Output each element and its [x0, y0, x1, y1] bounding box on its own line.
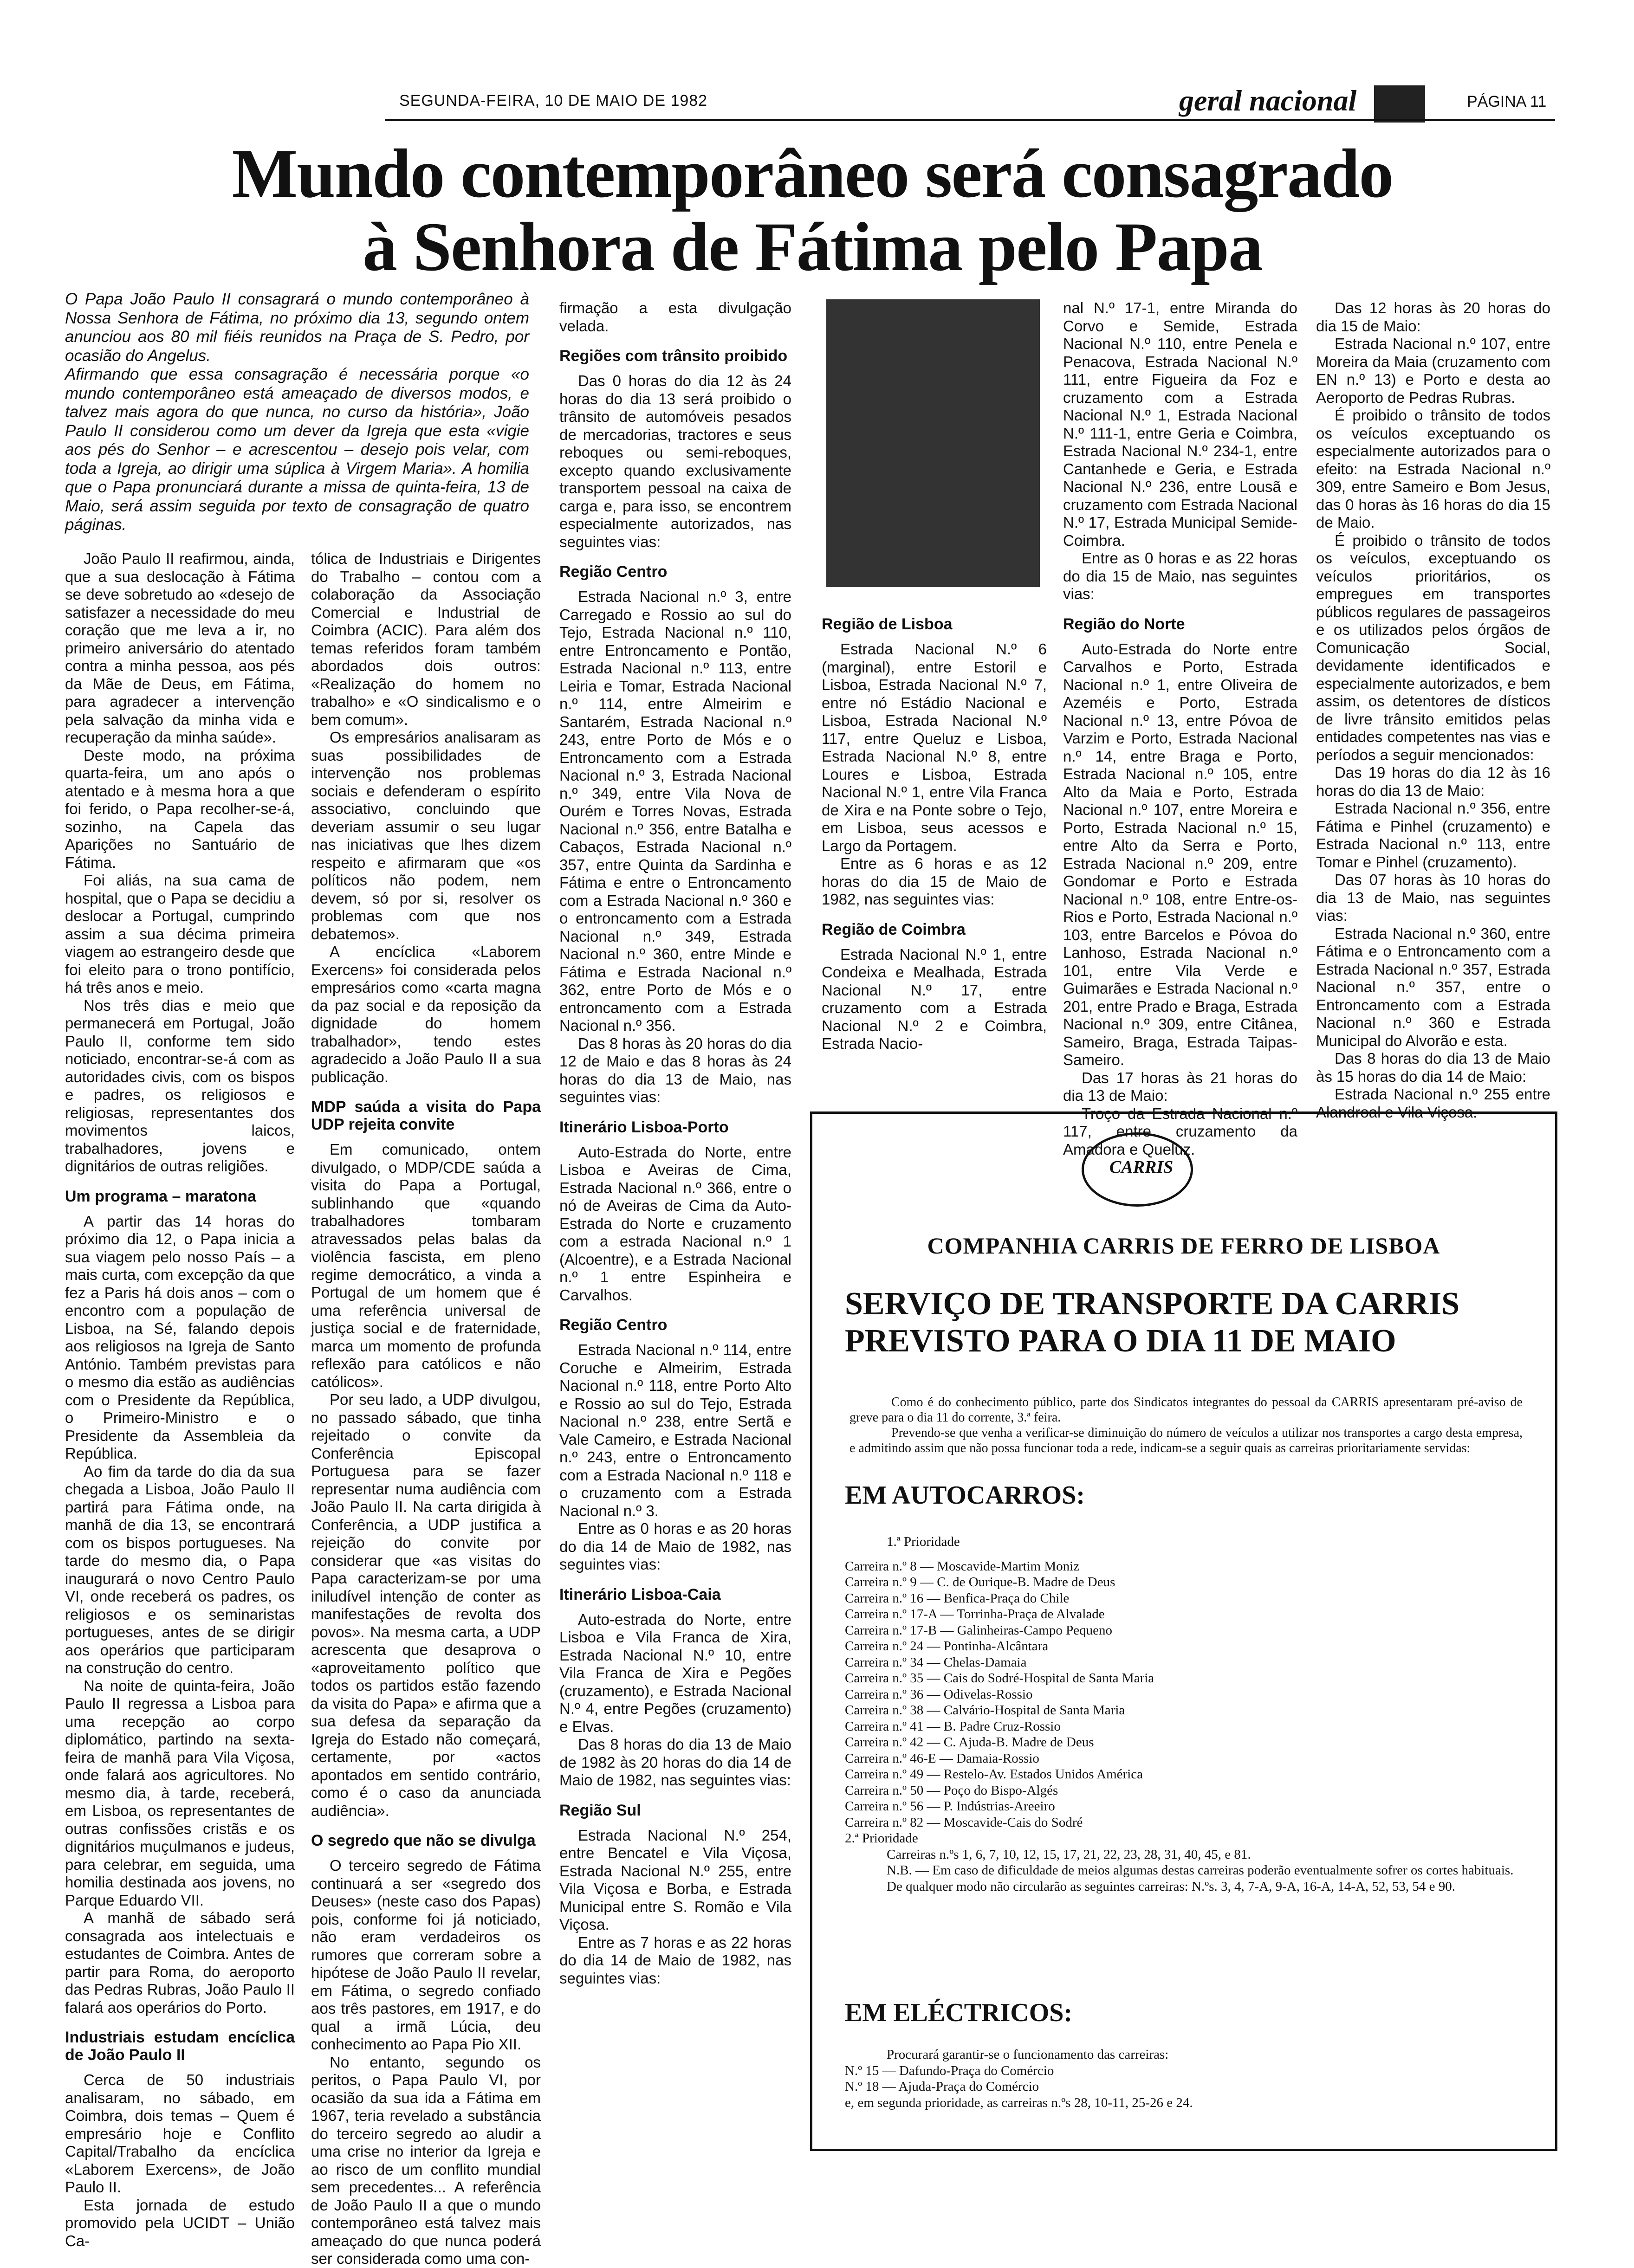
subheading: Um programa – maratona — [65, 1187, 256, 1205]
paragraph: Deste modo, na próxima quarta-feira, um ano após o atentado e à mesma hora a que foi ferido, o Papa recolher-se-á, sozinho, na Capela das Aparições no Santuário de Fátima. — [65, 746, 295, 871]
issue-date: SEGUNDA-FEIRA, 10 DE MAIO DE 1982 — [399, 92, 708, 110]
lead-text-1: O Papa João Paulo II consagrará o mundo contemporâneo à Nossa Senhora de Fátima, no próximo dia 13, segundo ontem anunciou aos 80 mil fiéis reunidos na Praça de S. Pedro, por ocasião do Angelus. — [65, 290, 529, 365]
paragraph: Auto-Estrada do Norte entre Carvalhos e Porto, Estrada Nacional n.º 1, entre Oliveira de Azeméis e Porto, Estrada Nacional n.º 13, entre Póvoa de Varzim e Porto, Estrada Nacional n.º 14, entre Braga e Porto, Estrada Nacional n.º 105, entre Alto da Maia e Porto, Estrada Nacional n.º 107, entre Moreira e Porto, Estrada Nacional n.º 15, entre Alto da Serra e Porto, Estrada Nacional n.º 209, entre Gondomar e Porto e Estrada Nacional n.º 108, entre Entre-os-Rios e Porto, Estrada Nacional n.º 103, entre Barcelos e Póvoa do Lanhoso, Estrada Nacional n.º 101, entre Vila Verde e Guimarães e Estrada Nacional n.º 201, entre Prado e Braga, Estrada Nacional n.º 309, entre Citânea, Sameiro, Braga, Estrada Taipas-Sameiro. — [1063, 640, 1297, 1068]
route-item: Carreira n.º 36 — Odivelas-Rossio — [845, 1686, 1033, 1702]
lead-paragraph — [65, 290, 529, 535]
carris-logo-text: CARRIS — [1109, 1157, 1174, 1177]
paragraph: firmação a esta divulgação velada. — [559, 299, 791, 335]
headline-line-1: Mundo contemporâneo será consagrado — [232, 135, 1393, 212]
article-column-6 — [1316, 299, 1550, 1121]
paragraph: A encíclica «Laborem Exercens» foi considerada pelos empresários como «carta magna da paz social e da reposição da dignidade do homem trabalhador», tendo estes agradecido a João Paulo II a sua publicação. — [311, 943, 541, 1086]
header-rule — [385, 119, 1555, 121]
route-item: Carreira n.º 35 — Cais do Sodré-Hospital de Santa Maria — [845, 1671, 1154, 1686]
article-column-5 — [1063, 299, 1297, 1158]
subheading: Itinerário Lisboa-Caia — [559, 1585, 721, 1603]
paragraph: João Paulo II reafirmou, ainda, que a sua deslocação à Fátima se deve sobretudo ao «desejo de satisfazer a necessidade do meu coração que me leva a ir, no primeiro aniversário do atentado contra a minha pessoa, aos pés da Mãe de Deus, em Fátima, para agradecer a intervenção pela salvação da minha vida e recuperação da minha saúde». — [65, 550, 295, 746]
paragraph: Na noite de quinta-feira, João Paulo II regressa a Lisboa para uma recepção ao corpo diplomático, partindo na sexta-feira de manhã para Vila Viçosa, onde falará aos agricultores. No mesmo dia, à tarde, receberá, em Lisboa, os representantes de outras confissões cristãs e os dignitários muçulmanos e judeus, para celebrar, em seguida, uma homilia destinada aos jovens, no Parque Eduardo VII. — [65, 1677, 295, 1909]
route-item: Carreira n.º 82 — Moscavide-Cais do Sodré — [845, 1815, 1083, 1830]
route-item: Carreira n.º 34 — Chelas-Damaia — [845, 1654, 1027, 1670]
headline-line-2: à Senhora de Fátima pelo Papa — [363, 208, 1262, 285]
paragraph: Das 19 horas do dia 12 às 16 horas do dia 13 de Maio: — [1316, 764, 1550, 799]
ad-title-line-1: SERVIÇO DE TRANSPORTE DA CARRIS — [845, 1286, 1460, 1322]
paragraph: Entre as 6 horas e as 12 horas do dia 15 de Maio de 1982, nas seguintes vias: — [822, 855, 1047, 908]
paragraph: A partir das 14 horas do próximo dia 12, o Papa inicia a sua viagem pelo nosso País – a mais curta, com excepção da que fez a Paris há dois anos – com o encontro com a população de Lisboa, na Sé, falando depois aos religiosos na Igreja de Santo António. Também previstas para o mesmo dia estão as audiências com o Presidente da República, o Primeiro-Ministro e o Presidente da Assembleia da República. — [65, 1212, 295, 1462]
electricos-intro: Procurará garantir-se o funcionamento das carreiras: — [887, 2047, 1169, 2062]
paragraph: Estrada Nacional N.º 254, entre Bencatel e Vila Viçosa, Estrada Nacional N.º 255, entre Vila Viçosa e Borba, e Estrada Municipal entre S. Romão e Vila Viçosa. — [559, 1826, 791, 1933]
paragraph: Entre as 7 horas e as 22 horas do dia 14 de Maio de 1982, nas seguintes vias: — [559, 1933, 791, 1987]
news-photo — [826, 299, 1040, 587]
autocarros-list — [845, 1534, 1523, 1894]
route-item: Carreira n.º 49 — Restelo-Av. Estados Unidos América — [845, 1767, 1143, 1782]
section-logo-icon — [1374, 85, 1425, 123]
paragraph: Das 8 horas do dia 13 de Maio às 15 horas do dia 14 de Maio: — [1316, 1050, 1550, 1085]
subheading: Região de Coimbra — [822, 920, 966, 938]
paragraph: Auto-Estrada do Norte, entre Lisboa e Aveiras de Cima, Estrada Nacional n.º 366, entre o nó de Aveiras de Cima da Auto-Estrada do Norte e cruzamento com a estrada Nacional n.º 1 (Alcoentre), e a Estrada Nacional n.º 1 entre Espinheira e Carvalhos. — [559, 1143, 791, 1304]
paragraph: Esta jornada de estudo promovido pela UCIDT – União Ca- — [65, 2196, 295, 2249]
tram-route-item: N.º 18 — Ajuda-Praça do Comércio — [845, 2079, 1039, 2094]
carris-advertisement — [810, 1111, 1557, 2151]
paragraph: Cerca de 50 industriais analisaram, no sábado, em Coimbra, dois temas – Quem é empresário hoje e Conflito Capital/Trabalho da encíclica «Laborem Exercens», de João Paulo II. — [65, 2071, 295, 2196]
paragraph: Das 8 horas do dia 13 de Maio de 1982 às 20 horas do dia 14 de Maio de 1982, nas seguintes vias: — [559, 1736, 791, 1789]
paragraph: Das 07 horas às 10 horas do dia 13 de Maio, nas seguintes vias: — [1316, 871, 1550, 924]
nb-note: N.B. — Em caso de dificuldade de meios algumas destas carreiras poderão eventualmente sofrer os cortes habituais. De qualquer modo não circularão as seguintes carreiras: N.ºs. 3, 4, 7-A, 9-A, 16-A, 14-A, 52, 53, 54 e 90. — [887, 1863, 1514, 1894]
route-item: Carreira n.º 46-E — Damaia-Rossio — [845, 1751, 1039, 1766]
subheading: O segredo que não se divulga — [311, 1832, 536, 1849]
paragraph: Das 8 horas às 20 horas do dia 12 de Maio e das 8 horas às 24 horas do dia 13 de Maio, nas seguintes vias: — [559, 1034, 791, 1105]
subheading: Regiões com trânsito proibido — [559, 347, 788, 365]
subheading: Região do Norte — [1063, 615, 1185, 633]
ad-intro — [849, 1395, 1523, 1456]
article-column-1 — [65, 550, 295, 2250]
paragraph: Entre as 0 horas e as 20 horas do dia 14 de Maio de 1982, nas seguintes vias: — [559, 1520, 791, 1573]
paragraph: Das 0 horas do dia 12 às 24 horas do dia 13 será proibido o trânsito de automóveis pesados de mercadorias, tractores e seus reboques ou semi-reboques, excepto quando exclusivamente transportem pessoal na caixa de carga e, para isso, se encontrem especialmente autorizados, nas seguintes vias: — [559, 372, 791, 550]
subheading: Região Centro — [559, 1316, 668, 1334]
ad-intro-text-1: Como é do conhecimento público, parte dos Sindicatos integrantes do pessoal da CARRIS apresentaram pré-aviso de greve para o dia 11 do corrente, 3.ª feira. — [849, 1395, 1523, 1425]
paragraph: Das 12 horas às 20 horas do dia 15 de Maio: — [1316, 299, 1550, 335]
paragraph: Estrada Nacional n.º 360, entre Fátima e o Entroncamento com a Estrada Nacional n.º 357, Estrada Nacional n.º 357, entre o Entroncamento com a Estrada Nacional n.º 360 e Estrada Municipal do Alvorão e esta. — [1316, 924, 1550, 1049]
ad-title-line-2: PREVISTO PARA O DIA 11 DE MAIO — [845, 1323, 1396, 1359]
page-number: PÁGINA 11 — [1467, 93, 1547, 110]
autocarros-heading: EM AUTOCARROS: — [845, 1481, 1085, 1510]
paragraph: Estrada Nacional n.º 107, entre Moreira da Maia (cruzamento com EN n.º 13) e Porto e desta ao Aeroporto de Pedras Rubras. — [1316, 335, 1550, 406]
paragraph: Os empresários analisaram as suas possibilidades de intervenção nos problemas sociais e defenderam o espírito associativo, concluindo que deveriam assumir o seu lugar nas iniciativas que lhes dizem respeito e afirmaram que «os políticos não podem, nem devem, só por si, resolver os problemas com que nos debatemos». — [311, 729, 541, 943]
route-item: Carreira n.º 50 — Poço do Bispo-Algés — [845, 1783, 1058, 1798]
headline — [139, 137, 1485, 284]
paragraph: Entre as 0 horas e as 22 horas do dia 15 de Maio, nas seguintes vias: — [1063, 549, 1297, 602]
subheading: Região Centro — [559, 563, 668, 581]
paragraph: Estrada Nacional N.º 6 (marginal), entre Estoril e Lisboa, Estrada Nacional N.º 7, entre nó Estádio Nacional e Lisboa, Estrada Nacional N.º 117, entre Queluz e Lisboa, Estrada Nacional N.º 8, entre Loures e Lisboa, Estrada Nacional N.º 1, entre Vila Franca de Xira e na Ponte sobre o Tejo, em Lisboa, seus acessos e Largo da Portagem. — [822, 640, 1047, 854]
paragraph: Troço da Estrada Nacional n.º 117, entre cruzamento da Amadora e Queluz. — [1063, 1105, 1297, 1158]
paragraph: Estrada Nacional n.º 356, entre Fátima e Pinhel (cruzamento) e Estrada Nacional n.º 113, entre Tomar e Pinhel (cruzamento). — [1316, 800, 1550, 871]
paragraph: Auto-estrada do Norte, entre Lisboa e Vila Franca de Xira, Estrada Nacional N.º 10, entre Vila Franca de Xira e Pegões (cruzamento), e Estrada Nacional N.º 4, entre Pegões (cruzamento) e Elvas. — [559, 1610, 791, 1735]
paragraph: O terceiro segredo de Fátima continuará a ser «segredo dos Deuses» (neste caso dos Papas) pois, conforme foi já noticiado, não eram verdadeiros os rumores que correram sobre a hipótese de João Paulo II revelar, em Fátima, o segredo confiado aos três pastores, em 1917, e do qual a irmã Lúcia, deu conhecimento ao Papa Pio XII. — [311, 1857, 541, 2053]
paragraph: Por seu lado, a UDP divulgou, no passado sábado, que tinha rejeitado o convite da Conferência Episcopal Portuguesa para se fazer representar numa audiência com João Paulo II. Na carta dirigida à Conferência, a UDP justifica a rejeição do convite por considerar que «as visitas do Papa caracterizam-se por uma iniludível intenção de conter as manifestações de revolta dos povos». Na mesma carta, a UDP acrescenta que desaprova o «aproveitamento político que todos os partidos estão fazendo da visita do Papa» e afirma que a sua defesa da separação da Igreja do Estado não começará, certamente, por «actos apontados em sentido contrário, como é o caso da anunciada audiência». — [311, 1391, 541, 1819]
route-item: Carreira n.º 38 — Calvário-Hospital de Santa Maria — [845, 1703, 1125, 1718]
carris-logo-icon — [1082, 1132, 1193, 1207]
lead-text-2: Afirmando que essa consagração é necessária porque «o mundo contemporâneo está ameaçado de diversos modos, e talvez mais agora do que nunca, no curso da história», João Paulo II considerou como um dever da Igreja que esta «vigie aos pés do Senhor – e acrescentou – desejo pois velar, com toda a Igreja, ao dirigir uma súplica à Virgem Maria». A homilia que o Papa pronunciará durante a missa de quinta-feira, 13 de Maio, será assim seguida por texto de consagração de quatro páginas. — [65, 365, 529, 534]
electricos-outro: e, em segunda prioridade, as carreiras n.ºs 28, 10-11, 25-26 e 24. — [845, 2095, 1193, 2110]
paragraph: Estrada Nacional N.º 1, entre Condeixa e Mealhada, Estrada Nacional N.º 17, entre cruzamento com a Estrada Nacional N.º 2 e Coimbra, Estrada Nacio- — [822, 945, 1047, 1052]
route-item: Carreira n.º 24 — Pontinha-Alcântara — [845, 1639, 1049, 1654]
route-item: Carreira n.º 42 — C. Ajuda-B. Madre de Deus — [845, 1735, 1094, 1750]
paragraph: É proibido o trânsito de todos os veículos exceptuando os especialmente autorizados para o efeito: na Estrada Nacional n.º 309, entre Sameiro e Bom Jesus, das 0 horas às 16 horas do dia 15 de Maio. — [1316, 407, 1550, 531]
article-column-3 — [559, 299, 791, 1987]
paragraph: No entanto, segundo os peritos, o Papa Paulo VI, por ocasião da sua ida a Fátima em 1967, teria revelado a substância do terceiro segredo ao aludir a uma crise no interior da Igreja e ao risco de um conflito mundial sem precedentes... A referência de João Paulo II a que o mundo contemporâneo está talvez mais ameaçado do que nunca poderá ser considerada como uma con- — [311, 2053, 541, 2267]
ad-company-name: COMPANHIA CARRIS DE FERRO DE LISBOA — [927, 1233, 1440, 1259]
route-item: Carreira n.º 17-A — Torrinha-Praça de Alvalade — [845, 1607, 1105, 1622]
tram-route-item: N.º 15 — Dafundo-Praça do Comércio — [845, 2063, 1054, 2078]
route-item: Carreira n.º 56 — P. Indústrias-Areeiro — [845, 1799, 1055, 1814]
electricos-list — [845, 2047, 1523, 2111]
electricos-heading: EM ELÉCTRICOS: — [845, 1998, 1073, 2027]
route-item: Carreira n.º 9 — C. de Ourique-B. Madre de Deus — [845, 1575, 1115, 1590]
priority-2-list: Carreiras n.ºs 1, 6, 7, 10, 12, 15, 17, 21, 22, 23, 28, 31, 40, 45, e 81. — [887, 1847, 1251, 1862]
subheading: Região de Lisboa — [822, 615, 953, 633]
paragraph: Estrada Nacional n.º 114, entre Coruche e Almeirim, Estrada Nacional n.º 118, entre Porto Alto e Rossio ao sul do Tejo, Estrada Nacional n.º 238, entre Sertã e Vale Cameiro, e Estrada Nacional n.º 243, entre o Entroncamento com a Estrada Nacional n.º 118 e o cruzamento com a Estrada Nacional n.º 3. — [559, 1341, 791, 1519]
article-column-2 — [311, 550, 541, 2268]
route-item: Carreira n.º 17-B — Galinheiras-Campo Pequeno — [845, 1622, 1112, 1638]
route-item: Carreira n.º 8 — Moscavide-Martim Moniz — [845, 1558, 1080, 1574]
subheading: Itinerário Lisboa-Porto — [559, 1118, 729, 1136]
paragraph: Estrada Nacional n.º 255 entre Alandroal e Vila Viçosa. — [1316, 1086, 1550, 1121]
ad-intro-text-2: Prevendo-se que venha a verificar-se diminuição do número de veículos a utilizar nos transportes a cargo desta empresa, e admitindo assim que não possa funcionar toda a rede, indicam-se a seguir quais as carreiras prioritariamente servidas: — [849, 1426, 1523, 1455]
route-item: Carreira n.º 16 — Benfica-Praça do Chile — [845, 1590, 1070, 1606]
subheading: Região Sul — [559, 1801, 641, 1819]
subheading: MDP saúda a visita do Papa UDP rejeita convite — [311, 1098, 541, 1133]
paragraph: Foi aliás, na sua cama de hospital, que o Papa se decidiu a deslocar a Portugal, cumprindo assim a sua décima primeira viagem ao estrangeiro desde que foi eleito para o trono pontifício, há três anos e meio. — [65, 872, 295, 996]
priority-1-label: 1.ª Prioridade — [887, 1534, 960, 1549]
subheading: Industriais estudam encíclica de João Paulo II — [65, 2029, 295, 2064]
article-column-4 — [822, 603, 1047, 1053]
route-item: Carreira n.º 41 — B. Padre Cruz-Rossio — [845, 1719, 1061, 1734]
paragraph: Ao fim da tarde do dia da sua chegada a Lisboa, João Paulo II partirá para Fátima onde, na manhã de dia 13, se encontrará com os bispos portugueses. Na tarde do mesmo dia, o Papa inaugurará o novo Centro Paulo VI, onde receberá os padres, os religiosos e os seminaristas portugueses, antes de se dirigir aos operários que participaram na construção do centro. — [65, 1462, 295, 1676]
section-title: geral nacional — [1179, 84, 1357, 117]
paragraph: Em comunicado, ontem divulgado, o MDP/CDE saúda a visita do Papa a Portugal, sublinhando que «quando trabalhadores tombaram atravessados pelas balas da violência fascista, em pleno regime democrático, a vinda a Portugal de um homem que é uma referência universal de justiça social e de fraternidade, marca um momento de profunda reflexão para católicos e não católicos». — [311, 1141, 541, 1390]
paragraph: tólica de Industriais e Dirigentes do Trabalho – contou com a colaboração da Associação Comercial e Industrial de Coimbra (ACIC). Para além dos temas referidos foram também abordados dois outros: «Realização do homem no trabalho» e «O sindicalismo e o bem comum». — [311, 550, 541, 728]
paragraph: Estrada Nacional n.º 3, entre Carregado e Rossio ao sul do Tejo, Estrada Nacional n.º 110, entre Entroncamento e Pontão, Estrada Nacional n.º 113, entre Leiria e Tomar, Estrada Nacional n.º 114, entre Almeirim e Santarém, Estrada Nacional n.º 243, entre Porto de Mós e o Entroncamento com a Estrada Nacional n.º 3, Estrada Nacional n.º 349, entre Vila Nova de Ourém e Torres Novas, Estrada Nacional n.º 356, entre Batalha e Cabaços, Estrada Nacional n.º 357, entre Quinta da Sardinha e Fátima e entre o Entroncamento com a Estrada Nacional n.º 360 e o entroncamento com a Estrada Nacional n.º 349, Estrada Nacional n.º 360, entre Minde e Fátima e Estrada Nacional n.º 362, entre Porto de Mós e o entroncamento com a Estrada Nacional n.º 356. — [559, 588, 791, 1034]
paragraph: A manhã de sábado será consagrada aos intelectuais e estudantes de Coimbra. Antes de partir para Roma, do aeroporto das Pedras Rubras, João Paulo II falará aos operários do Porto. — [65, 1909, 295, 2016]
paragraph: Das 17 horas às 21 horas do dia 13 de Maio: — [1063, 1069, 1297, 1104]
paragraph: nal N.º 17-1, entre Miranda do Corvo e Semide, Estrada Nacional N.º 110, entre Penela e Penacova, Estrada Nacional N.º 111, entre Figueira da Foz e cruzamento com a Estrada Nacional N.º 1, Estrada Nacional N.º 111-1, entre Geria e Coimbra, Estrada Nacional N.º 234-1, entre Cantanhede e Geria, e Estrada Nacional N.º 236, entre Lousã e cruzamento com Estrada Nacional N.º 17, Estrada Municipal Semide-Coimbra. — [1063, 299, 1297, 549]
priority-2-label: 2.ª Prioridade — [845, 1831, 918, 1846]
ad-title — [845, 1286, 1523, 1360]
paragraph: Nos três dias e meio que permanecerá em Portugal, João Paulo II, conforme tem sido noticiado, encontrar-se-á com as autoridades civis, com os bispos e padres, os religiosos e religiosas, representantes dos movimentos laicos, trabalhadores, jovens e dignitários de outras religiões. — [65, 996, 295, 1175]
paragraph: É proibido o trânsito de todos os veículos, exceptuando os veículos prioritários, os empregues em transportes públicos regulares de passageiros e os utilizados pelos órgãos de Comunicação Social, devidamente identificados e especialmente autorizados, e bem assim, os detentores de dísticos de livre trânsito emitidos pelas entidades competentes nas vias e períodos a seguir mencionados: — [1316, 531, 1550, 763]
